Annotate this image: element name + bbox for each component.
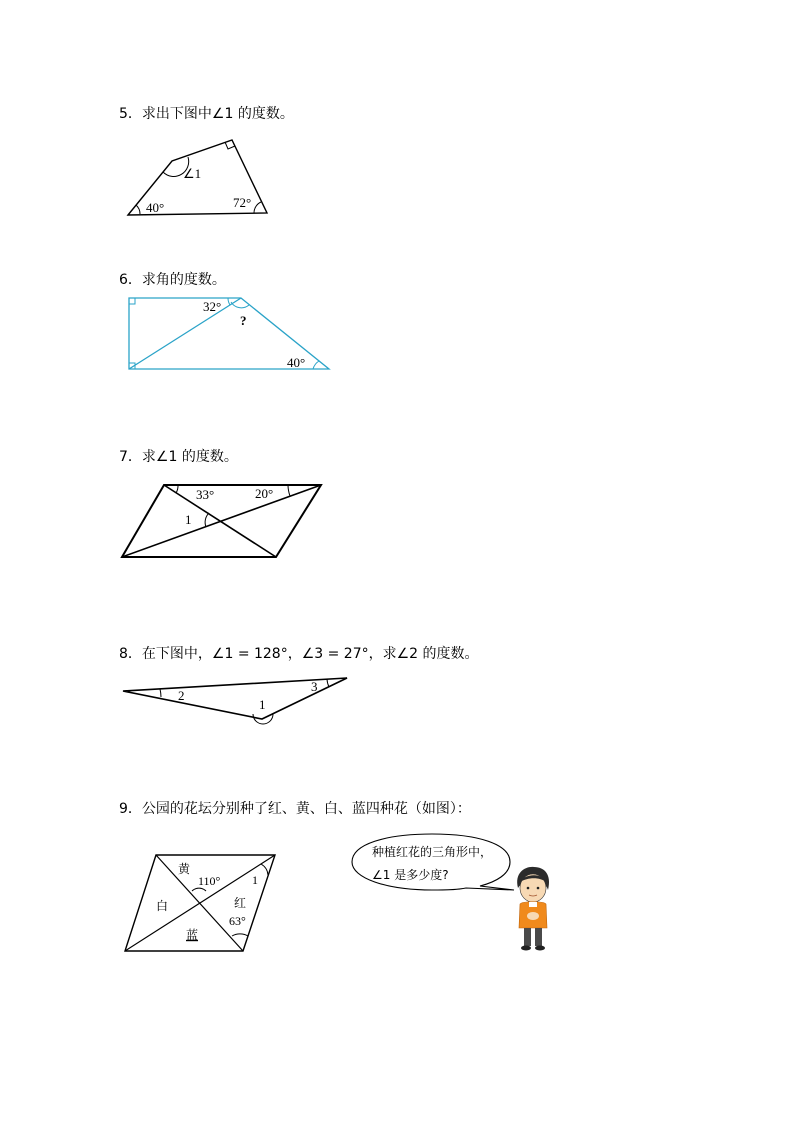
q8-angle3-arc xyxy=(327,679,329,687)
q8-angle2-arc xyxy=(160,689,161,697)
q8-triangle-figure xyxy=(118,673,353,725)
q6-angle32-arc xyxy=(228,298,230,305)
q9-speech-bubble xyxy=(348,832,516,894)
q9-flowerbed-figure xyxy=(120,850,280,956)
q5-angle40-label: 40° xyxy=(146,200,165,215)
q9-angle63-arc xyxy=(232,934,248,936)
bubble-line-1: 种植红花的三角形中， xyxy=(372,845,493,859)
q5-angle1-label: ∠1 xyxy=(183,166,202,181)
q8-angle3-label: 3 xyxy=(311,679,318,694)
q7-angle1-label: 1 xyxy=(185,512,192,527)
question-9-text: 9．公园的花坛分别种了红、黄、白、蓝四种花（如图）： xyxy=(119,801,471,817)
question-8-text: 8．在下图中，∠1 = 128°，∠3 = 27°，求∠2 的度数。 xyxy=(119,646,479,662)
q7-angle20-arc xyxy=(288,485,290,496)
q8-angle2-label: 2 xyxy=(178,688,185,703)
q5-quadrilateral-figure xyxy=(120,135,280,220)
q7-angle33-arc xyxy=(176,485,178,493)
q9-yellow-label: 黄 xyxy=(178,862,191,876)
q9-red-label: 红 xyxy=(234,896,247,910)
q6-trapezoid-figure xyxy=(125,294,335,376)
q5-angle72-label: 72° xyxy=(233,195,252,210)
boy-legs xyxy=(524,928,531,946)
q7-diagonal-b xyxy=(122,485,321,557)
q6-angle40-arc xyxy=(313,361,319,369)
boy-illustration xyxy=(510,866,555,952)
q6-angle32-label: 32° xyxy=(203,299,222,314)
q5-angle72-arc xyxy=(254,202,261,213)
question-5-text: 5．求出下图中∠1 的度数。 xyxy=(119,106,294,122)
q9-angle110-label: 110° xyxy=(198,874,221,888)
question-7-text: 7．求∠1 的度数。 xyxy=(119,449,238,465)
q9-angle1-arc xyxy=(261,864,268,875)
bubble-line-2: ∠1 是多少度? xyxy=(372,868,449,882)
q8-angle1-label: 1 xyxy=(259,697,266,712)
q5-angle40-arc xyxy=(136,205,140,214)
q9-diagonal-b xyxy=(125,855,275,951)
q9-white-label: 白 xyxy=(156,899,169,913)
question-6-text: 6．求角的度数。 xyxy=(119,272,226,288)
q9-angle63-label: 63° xyxy=(229,914,246,928)
q7-angle20-label: 20° xyxy=(255,486,274,501)
q7-parallelogram-figure xyxy=(118,480,328,562)
q9-blue-label: 蓝 xyxy=(186,928,199,942)
q9-angle1-label: 1 xyxy=(252,873,258,887)
q9-angle110-arc xyxy=(192,888,206,891)
q6-unknown-label: ? xyxy=(240,313,247,328)
q6-right-angle-top xyxy=(129,298,135,304)
q6-diagonal xyxy=(129,298,241,369)
q6-angle40-label: 40° xyxy=(287,355,306,370)
q7-angle33-label: 33° xyxy=(196,487,215,502)
